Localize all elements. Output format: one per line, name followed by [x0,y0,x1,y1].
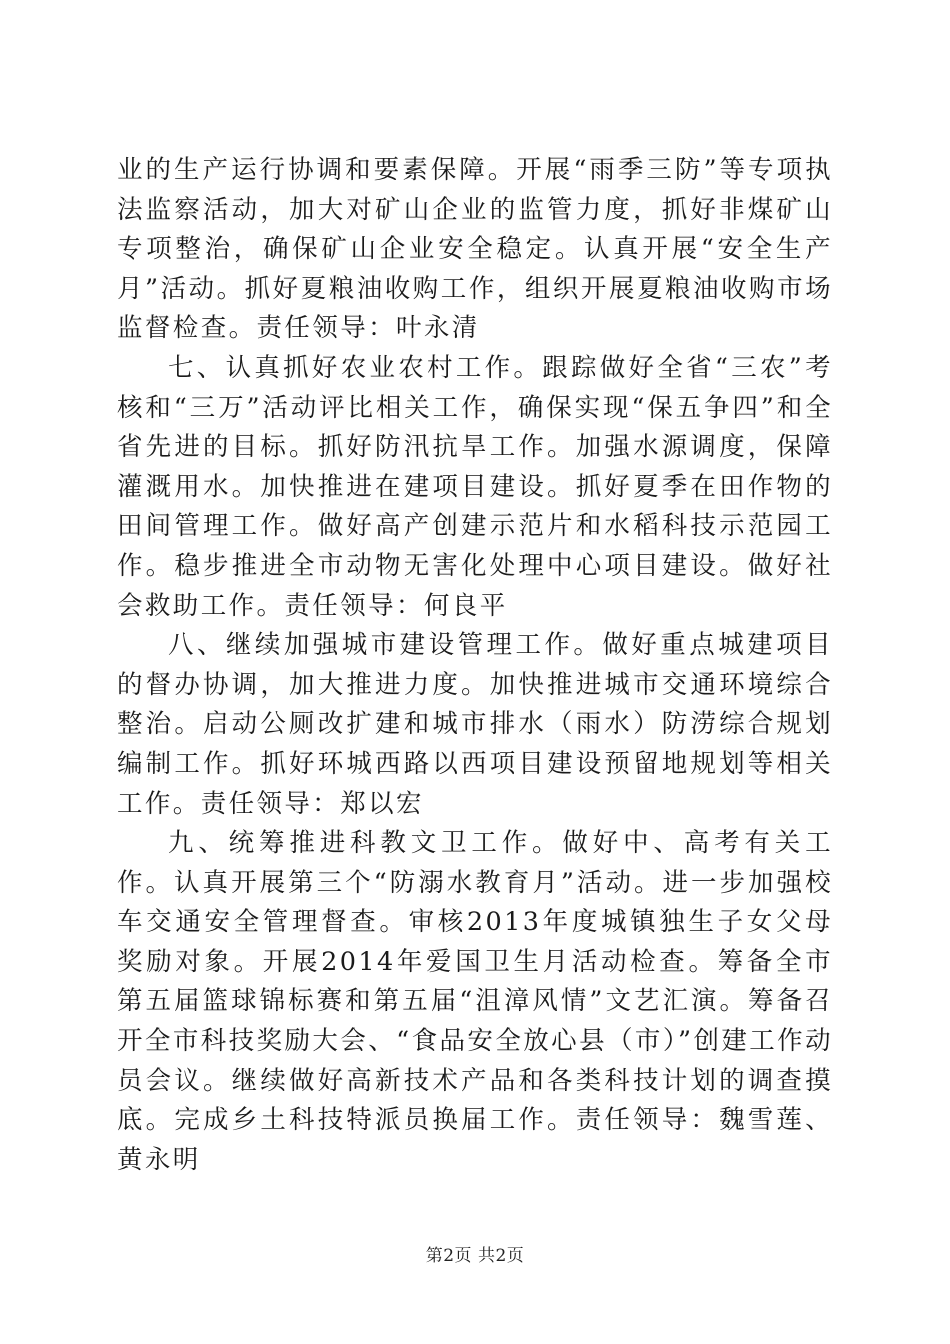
paragraph-item-9-science-education: 九、统筹推进科教文卫工作。做好中、高考有关工作。认真开展第三个“防溺水教育月”活动。进一步加强校车交通安全管理督查。审核2013年度城镇独生子女父母奖励对象。开展2014年爱国卫生月活动检查。筹备全市第五届篮球锦标赛和第五届“沮漳风情”文艺汇演。筹备召开全市科技奖励大会、“食品安全放心县（市）”创建工作动员会议。继续做好高新技术产品和各类科技计划的调查摸底。完成乡土科技特派员换届工作。责任领导：魏雪莲、黄永明 [117,828,833,1175]
document-body [117,151,833,1180]
page-number-footer: 第2页 共2页 [425,1246,525,1266]
paragraph-item-8-urban-construction: 八、继续加强城市建设管理工作。做好重点城建项目的督办协调，加大推进力度。加快推进城市交通环境综合整治。启动公厕改扩建和城市排水（雨水）防涝综合规划编制工作。抓好环城西路以西项目建设预留地规划等相关工作。责任领导：郑以宏 [117,630,833,819]
paragraph-item-7-agriculture: 七、认真抓好农业农村工作。跟踪做好全省“三农”考核和“三万”活动评比相关工作，确保实现“保五争四”和全省先进的目标。抓好防汛抗旱工作。加强水源调度，保障灌溉用水。加快推进在建项目建设。抓好夏季在田作物的田间管理工作。做好高产创建示范片和水稻科技示范园工作。稳步推进全市动物无害化处理中心项目建设。做好社会救助工作。责任领导：何良平 [117,352,833,621]
paragraph-continued: 业的生产运行协调和要素保障。开展“雨季三防”等专项执法监察活动，加大对矿山企业的监管力度，抓好非煤矿山专项整治，确保矿山企业安全稳定。认真开展“安全生产月”活动。抓好夏粮油收购工作，组织开展夏粮油收购市场监督检查。责任领导：叶永清 [117,155,833,344]
